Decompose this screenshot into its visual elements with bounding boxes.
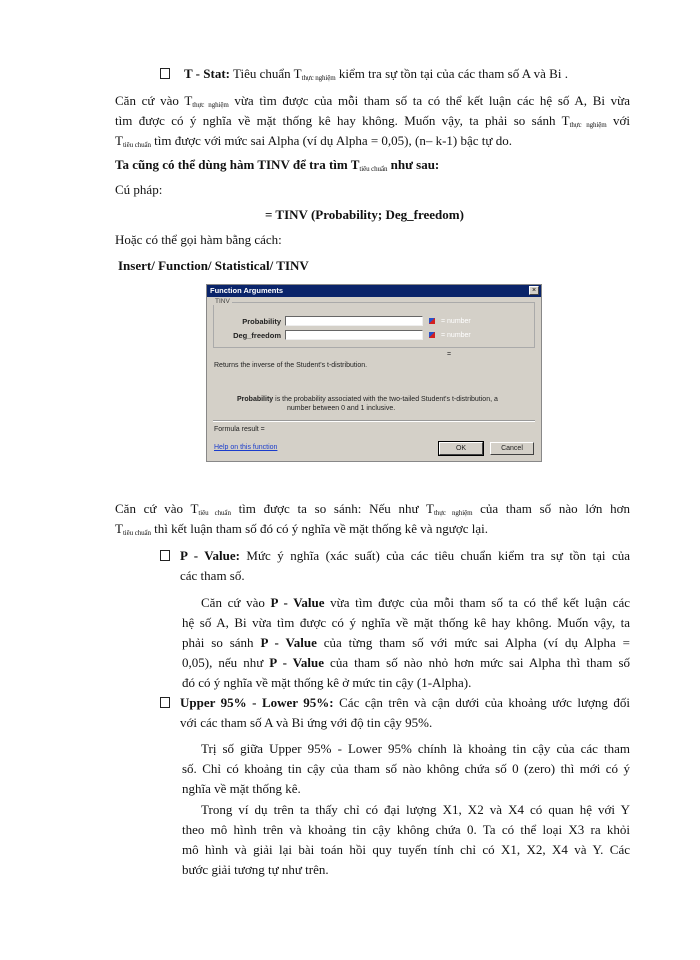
probability-input[interactable] — [285, 316, 423, 326]
alt-call-text: Hoặc có thể gọi hàm bằng cách: — [115, 232, 282, 247]
checkbox-bullet-icon — [160, 68, 170, 79]
syntax-formula: = TINV (Probability; Deg_freedom) — [265, 207, 464, 222]
argument-help: Probability is the probability associated with the two-tailed Student's t-distribution, a number between 0 and 1 inclusive. — [237, 396, 498, 412]
function-arguments-dialog — [206, 284, 542, 462]
group-label: TINV — [215, 298, 230, 305]
ok-button[interactable]: OK — [439, 442, 483, 455]
example-paragraph: Trong ví dụ trên ta thấy chỉ có đại lượng X1, X2 và X4 có quan hệ với Y theo mô hình trên và khoảng tin cậy không chứa 0. Ta có thể loại X3 ra khỏi mô hình và giải lại bài toán hồi quy tuyến tính chỉ có X1, X2, X4 và Y. Các bước giải tương tự như trên. — [182, 802, 630, 877]
probability-result: = number — [441, 318, 471, 325]
checkbox-bullet-icon — [160, 697, 170, 708]
formula-result: Formula result = — [214, 426, 265, 433]
syntax-label: Cú pháp: — [115, 182, 163, 197]
menu-path: Insert/ Function/ Statistical/ TINV — [118, 258, 309, 273]
help-link[interactable]: Help on this function — [214, 444, 278, 451]
result-equals: = — [447, 351, 452, 358]
collapse-dialog-icon[interactable] — [427, 316, 437, 326]
comparison-paragraph: Căn cứ vào $T_{tiêu chuẩn}$ tìm được ta so sánh: Nếu như $T_{thực nghiệm}$ của tham số nào lớn hơn $T_{tiêu chuẩn}$ thì kết luận tham số đó có ý nghĩa về mặt thống kê và ngược lại. — [115, 501, 630, 537]
pvalue-paragraph: Căn cứ vào P - Value vừa tìm được của mỗi tham số ta có thể kết luận các hệ số A, Bi vừa tìm được có ý nghĩa về mặt thống kê hay không. Muốn vậy, ta phải so sánh P - Value của từng tham số với mức sai Alpha (ví dụ Alpha = 0,05), nếu như P - Value của tham số nào nhỏ hơn mức sai Alpha thì tham số đó có ý nghĩa về mặt thống kê ở mức tin cậy (1-Alpha). — [182, 595, 631, 690]
deg-freedom-input[interactable] — [285, 330, 423, 340]
deg-freedom-label: Deg_freedom — [233, 331, 281, 340]
confidence-interval-paragraph: Trị số giữa Upper 95% - Lower 95% chính là khoảng tin cậy của các tham số. Chỉ có khoảng tin cậy của tham số nào không chứa số 0 (zero) thì mới có ý nghĩa về mặt thống kê. — [182, 741, 630, 796]
tinv-heading: Ta cũng có thể dùng hàm TINV để tra tìm $T_{tiêu chuẩn}$ như sau: — [115, 157, 440, 173]
dialog-title: Function Arguments — [207, 285, 541, 297]
function-description: Returns the inverse of the Student's t-distribution. — [214, 362, 368, 369]
tstat-bullet: T - Stat: Tiêu chuẩn $T_{thực nghiệm}$ kiểm tra sự tồn tại của các tham số A và Bi . — [160, 66, 568, 86]
collapse-dialog-icon[interactable] — [427, 330, 437, 340]
deg-freedom-result: = number — [441, 332, 471, 339]
divider — [213, 420, 535, 422]
upper-lower-bullet: Upper 95% - Lower 95%: Các cận trên và cận dưới của khoảng ước lượng đối với các tham số A và Bi ứng với độ tin cậy 95%. — [180, 695, 630, 730]
tstat-paragraph: Căn cứ vào $T_{thực nghiệm}$ vừa tìm được của mỗi tham số ta có thể kết luận các hệ số A, Bi vừa tìm được có ý nghĩa về mặt thống kê hay không. Muốn vậy, ta phải so sánh $T_{thực nghiệm}$ với $T_{tiêu chuẩn}$ tìm được với mức sai Alpha (ví dụ Alpha = 0,05), (n– k-1) bậc tự do. — [115, 93, 631, 149]
cancel-button[interactable]: Cancel — [490, 442, 534, 455]
probability-label: Probability — [242, 317, 281, 326]
checkbox-bullet-icon — [160, 550, 170, 561]
close-icon[interactable]: × — [529, 286, 539, 295]
pvalue-bullet: P - Value: Mức ý nghĩa (xác suất) của các tiêu chuẩn kiểm tra sự tồn tại của các tham số. — [180, 548, 630, 583]
tstat-label: T - Stat: — [184, 66, 230, 81]
